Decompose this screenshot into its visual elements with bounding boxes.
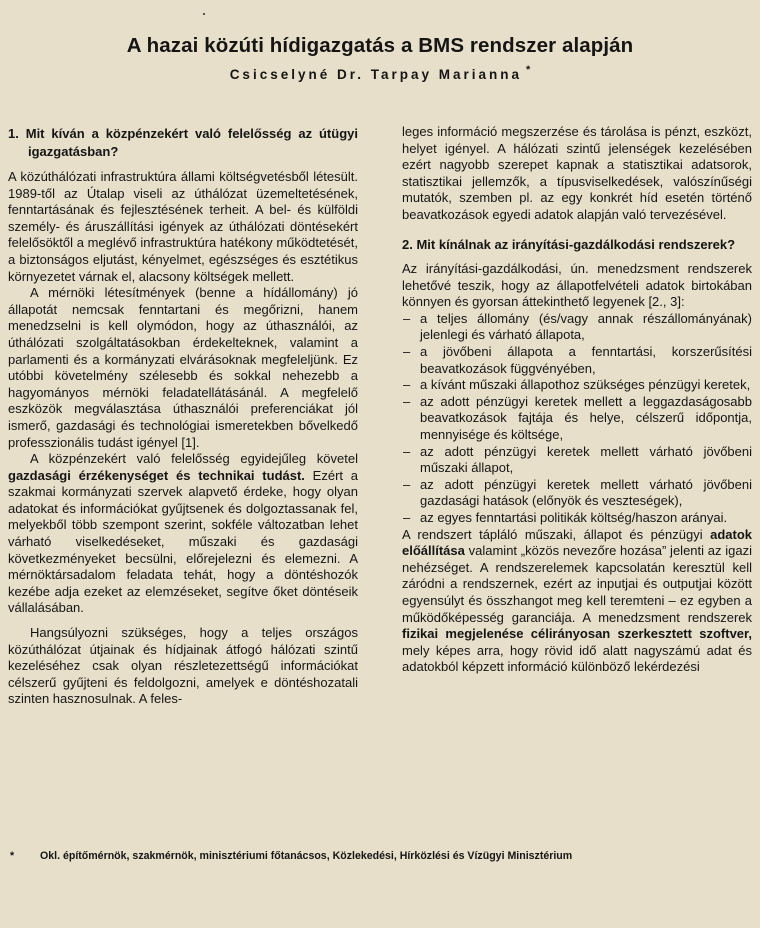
list-dash: – [403, 310, 411, 326]
list-item: – a jövőbeni állapota a fenntartási, korszerűsítési beavatkozások függvényében, [403, 344, 752, 376]
footnote-text: Okl. építőmérnök, szakmérnök, minisztériumi főtanácsos, Közlekedési, Hírközlési és Vízügyi Minisztérium [40, 850, 573, 862]
author-footnote-mark: * [526, 64, 531, 76]
paragraph-3-start: A közpénzekért való felelősség egyidejűleg követel [30, 451, 358, 467]
footnote-mark: * [10, 850, 15, 862]
paragraph-3-end: Ezért a szakmai kormányzati szervek alapvető érdeke, hogy olyan adatokat és információkat gyűjtsenek és dolgoztassanak fel, melyekből több szempont szerint, sokféle változatban lehet várható viselkedéseket, műszaki és gazdasági következményeket becsülni, előrejelezni és elemezni. A mérnöktársadalom feladata tehát, hogy a döntéshozók kezébe adja ezeket az elemzéseket, segítve őket döntéseik vállalásában. [8, 467, 359, 616]
list-item: – az adott pénzügyi keretek mellett várható jövőbeni műszaki állapot, [403, 443, 752, 476]
section-1-heading: 1. Mit kíván a közpénzekért való felelősség az útügyi igazgatásban? [8, 126, 358, 159]
scan-speck [203, 13, 205, 15]
paragraph-3 [8, 451, 358, 617]
article-title: A hazai közúti hídigazgatás a BMS rendszer alapján [126, 34, 634, 57]
list-dash: – [403, 393, 411, 409]
list-item: – a teljes állomány (és/vagy annak részállományának) jelenlegi és várható állapota, [403, 310, 752, 343]
left-column [8, 125, 358, 708]
paragraph-2: A mérnöki létesítmények (benne a hídállomány) jó állapotát nemcsak fenntartani és megőrizni, hanem menedzselni is kell olymódon, hogy az úthasználói, az úthálózati szolgáltatásokban érdekelteknek, valamint a parlamenti és a kormányzati elvárásoknak megfeleljünk. Ez utóbbi követelmény szélesebb és sokkal nehezebb a hagyományos mérnöki feladatellátásánál. A megfelelő eszközök megválasztása úthasználói preferenciákat jól ismerő, gazdasági és technológiai ismeretekben bővelkedő professzionális tudást igényel [1]. [8, 285, 358, 450]
section-2-heading: 2. Mit kínálnak az irányítási-gazdálkodási rendszerek? [402, 236, 736, 252]
list-item: – az adott pénzügyi keretek mellett a leggazdaságosabb beavatkozások fajtája és helye, célszerű időpontja, mennyisége és költsége, [403, 393, 752, 442]
list-dash: – [403, 344, 411, 360]
list-dash: – [403, 476, 411, 492]
right-column [402, 124, 752, 676]
list-dash: – [403, 443, 411, 459]
list-item: – az egyes fenntartási politikák költség/haszon arányai. [403, 509, 728, 525]
feature-list [402, 311, 752, 527]
emphasis-software: fizikai megjelenése célirányosan szerkesztett szoftver, [402, 626, 752, 642]
author-name: Csicselyné Dr. Tarpay Marianna [229, 67, 523, 82]
emphasis-data-production: adatok előállítása [402, 526, 752, 559]
paragraph-3-emphasis: gazdasági érzékenységet és technikai tudást. [8, 467, 305, 483]
paragraph-1: A közúthálózati infrastruktúra állami költségvetésből létesült. 1989-től az Útalap viseli az úthálózat üzemeltetésének, fenntartásának és fejlesztésének terheit. A bel- és külföldi személy- és áruszállítási igények az úthálózati döntésekért felelősöktől a meglévő infrastruktúra hatékony működtetését, a biztonságos eljutást, kényelmet, egészséges és esztétikus környezetet várnak el, alacsony költségek mellett. [8, 169, 358, 284]
paragraph-last: A rendszert tápláló műszaki, állapot és pénzügyi adatok előállítása valamint „közös nevezőre hozása” jelenti az igazi nehézséget. A rendszerelemek kapcsolatán keresztül kell záródni a rendszernek, ezért az inputjai és outputjai között egyensúlyt és összhangot meg kell teremteni – ez egyben a működőképesség garanciája. A menedzsment rendszerek fizikai megjelenése célirányosan szerkesztett szoftver, mely képes arra, hogy rövid idő alatt nagyszámú adat és adatokból képzett információ különböző lekérdezési [402, 526, 752, 675]
paragraph-intro: Az irányítási-gazdálkodási, ún. menedzsment rendszerek lehetővé teszik, hogy az állapotfelvételi adatok birtokában könnyen és gyorsan áttekinthető legyenek [2., 3]: [402, 261, 752, 310]
list-dash: – [403, 509, 411, 525]
footnote [10, 849, 750, 863]
list-item: – az adott pénzügyi keretek mellett várható jövőbeni gazdasági hatások (előnyök és veszteségek), [403, 476, 752, 509]
article-author [0, 64, 760, 82]
paragraph-continued: leges információ megszerzése és tárolása is pénzt, eszközt, helyet igényel. A hálózati szintű jelenségek kezelésében ezért nagyobb szerepet kapnak a statisztikai adatsorok, statisztikai jellemzők, a típusviselkedések, valószínűségi mutatók, szemben pl. az egy konkrét híd esetén történő beavatkozások egyedi adatok alapján való tervezésével. [402, 124, 752, 222]
list-item: – a kívánt műszaki állapothoz szükséges pénzügyi keretek, [403, 377, 751, 393]
paragraph-4: Hangsúlyozni szükséges, hogy a teljes országos közúthálózat útjainak és hídjainak átfogó hálózati szintű kezeléséhez csak olyan részletezettségű információkat célszerű gyűjteni és feldolgozni, amelyek e döntéshozatali szinten hasznosulnak. A feles- [8, 625, 358, 707]
list-dash: – [403, 377, 411, 393]
